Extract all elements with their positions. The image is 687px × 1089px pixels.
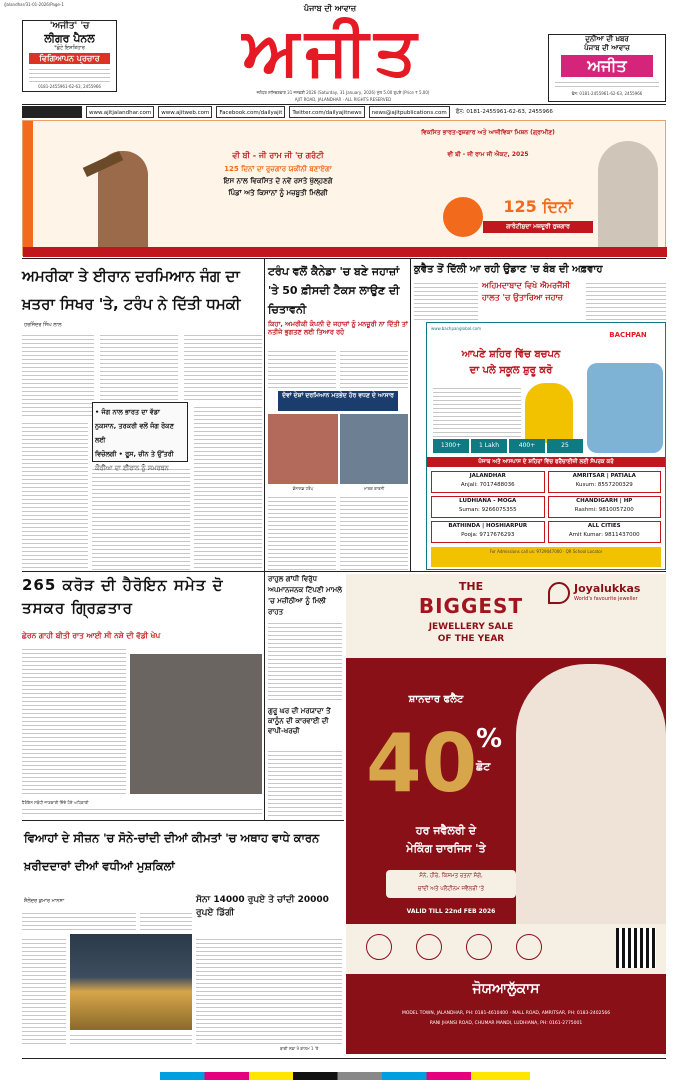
- right-ear-brand: ਅਜੀਤ: [561, 55, 653, 77]
- lead-story-col1-top: [22, 332, 94, 418]
- bachpan-feature-list: [433, 385, 521, 437]
- rahul-story-headline: ਰਾਹੁਲ ਗਾਂਧੀ ਵਿਰੁੱਧ ਅਪਮਾਨਜਨਕ ਟਿੱਪਣੀ ਮਾਮਲੇ 'ਚ ਮਜ਼ੀਠੀਆ ਨੂੰ ਮਿਲੀ ਰਾਹਤ: [268, 575, 342, 616]
- city-contact: Rashmi: 9810057200: [574, 507, 634, 513]
- city-box-2[interactable]: [548, 471, 662, 493]
- ad-sale1: JEWELLERY SALE: [428, 622, 514, 632]
- lead-story-col1-bottom: [22, 420, 88, 570]
- bachpan-footer: For Admissions call us: 9729047000 · QR School Locator: [431, 547, 661, 567]
- gold-story-callout: ਸੋਨਾ 14000 ਰੁਪਏ ਤੇ ਚਾਂਦੀ 20000 ਰੁਪਏ ਡਿੱਗੀ: [196, 895, 329, 918]
- trump-story-col3: [268, 494, 336, 570]
- lead-story-col3-bottom: [194, 404, 262, 570]
- gold-story-col2-top: [140, 910, 192, 932]
- ad-off: ਛੋਟ: [476, 760, 491, 773]
- bachpan-stats: [433, 439, 583, 453]
- highlight-line1: • ਜੰਗ ਨਾਲ ਭਾਰਤ ਦਾ ਵੱਡਾ: [95, 408, 160, 416]
- heroin-caption: ਹੈਰੋਇਨ ਸਬੰਧੀ ਜਾਣਕਾਰੀ ਦਿੰਦੇ ਹੋਏ ਅਧਿਕਾਰੀ: [22, 800, 89, 805]
- heroin-story-headline: 265 ਕਰੋੜ ਦੀ ਹੈਰੋਇਨ ਸਮੇਤ ਦੋ ਤਸਕਰ ਗ੍ਰਿਫ਼ਤਾਰ: [22, 576, 224, 617]
- city-box-1[interactable]: [431, 471, 545, 493]
- right-ear-phone: ਫੋਨ: 0181-2455961-62-63, 2455966: [571, 91, 643, 96]
- rahul-story-body: [268, 620, 342, 702]
- trump-story-sub: ਕਿਹਾ, ਅਮਰੀਕੀ ਕੰਪਨੀ ਦੇ ਜਹਾਜ਼ਾਂ ਨੂੰ ਮਨਜ਼ੂਰੀ ਨਾ ਦਿੱਤੀ ਤਾਂ ਨਤੀਜੇ ਭੁਗਤਣ ਲਈ ਤਿਆਰ ਰਹੋ: [268, 320, 408, 336]
- ad-biggest: BIGGEST: [418, 594, 524, 618]
- left-ear-line1: 'ਅਜੀਤ' 'ਚ: [49, 21, 90, 31]
- lead-story-headline: ਅਮਰੀਕਾ ਤੇ ਈਰਾਨ ਦਰਮਿਆਨ ਜੰਗ ਦਾ ਖ਼ਤਰਾ ਸਿਖਰ 'ਤੇ, ਟਰੰਪ ਨੇ ਦਿੱਤੀ ਧਮਕੀ: [22, 267, 241, 313]
- trump-story-col1: [268, 348, 336, 388]
- city-contact: Amit Kumar: 9811437000: [568, 532, 640, 538]
- gurbani-story-body: [268, 748, 342, 816]
- city-name: LUDHIANA - MOGA: [459, 498, 517, 504]
- city-box-4[interactable]: [548, 496, 662, 518]
- left-ear-line4: ਵਿਗਿਆਪਨ ਪ੍ਰਚਾਰ: [29, 53, 110, 64]
- joyalukkas-ad[interactable]: [346, 574, 666, 1054]
- masthead-tagline: ਪੰਜਾਬ ਦੀ ਆਵਾਜ਼: [303, 4, 357, 13]
- badge-icon-3: [466, 934, 492, 960]
- trump-story-col2: [340, 348, 408, 388]
- gurbani-story-headline: ਗੁਰੂ ਘਰ ਦੀ ਮਰਯਾਦਾ ਤੋਂ ਕਾਨੂੰਨ ਦੀ ਕਾਰਵਾਈ ਦੀ ਵਾਪੀ-ਖਰਚੀ: [268, 707, 331, 735]
- model-photo: [516, 664, 666, 964]
- website-link-2[interactable]: www.ajitweb.com: [158, 106, 212, 118]
- print-color-bar: [160, 1072, 530, 1080]
- masthead-info-line: AJIT ROAD, JALANDHAR · ALL RIGHTS RESERVED: [294, 97, 392, 102]
- banner-headline: ਵੀ ਬੀ - ਜੀ ਰਾਮ ਜੀ 'ਚ ਗਰੰਟੀ: [232, 151, 324, 160]
- trump-caption: ਡੋਨਾਲਡ ਟਰੰਪ: [292, 486, 314, 491]
- ad-brand: Joyalukkas: [574, 582, 641, 595]
- city-name: JALANDHAR: [469, 473, 506, 479]
- bachpan-url[interactable]: www.bachpanglobal.com: [431, 326, 481, 331]
- edition-block: [22, 106, 82, 118]
- left-ear-phone: 0181-2455961-62-63, 2455966: [38, 84, 101, 89]
- ad-making2: ਮੇਕਿੰਗ ਚਾਰਜਿਸ 'ਤੇ: [406, 842, 486, 855]
- contact-bar: [22, 106, 666, 118]
- highlight-line3: ਵਿਚੋਲਗੀ • ਰੂਸ, ਚੀਨ ਤੇ ਉੱਤਰੀ: [95, 450, 174, 458]
- ad-percent: 40: [366, 717, 478, 810]
- lead-story-byline: ਹਰਜਿੰਦਰ ਸਿੰਘ ਲਾਲ: [24, 322, 62, 328]
- city-name: AMRITSAR | PATIALA: [572, 473, 636, 479]
- gold-bars-photo: [70, 934, 192, 1030]
- ad-making1: ਹਰ ਜਵੈਲਰੀ ਦੇ: [415, 824, 477, 837]
- heroin-photo: [130, 654, 262, 794]
- gold-story-headline: ਵਿਆਹਾਂ ਦੇ ਸੀਜ਼ਨ 'ਚ ਸੋਨੇ-ਚਾਂਦੀ ਦੀਆਂ ਕੀਮਤਾਂ 'ਚ ਅਥਾਹ ਵਾਧੇ ਕਾਰਨ ਖ਼ਰੀਦਦਾਰਾਂ ਦੀਆਂ ਵਧੀਆਂ ਮੁਸ਼ਕਿਲਾਂ: [24, 831, 320, 873]
- ad-flat: ਸ਼ਾਨਦਾਰ ਫਲੈਟ: [408, 694, 464, 705]
- heroin-story-sub: ਛੇਰਨ ਗਾਹੀ ਬੀਤੀ ਰਾਤ ਆਈ ਸੀ ਨਸ਼ੇ ਦੀ ਵੱਡੀ ਖੇਪ: [22, 631, 161, 640]
- kuwait-story-col1: [414, 280, 478, 320]
- gold-story-continued: ਬਾਕੀ ਸਫ਼ਾ 9 ਕਾਲਮ 1 'ਤੇ: [280, 1046, 319, 1051]
- trump-photo: [268, 414, 338, 484]
- lead-story-highlight-box: [92, 402, 188, 462]
- gold-story-col3: [196, 936, 342, 1044]
- stat-1: 1300+: [433, 439, 469, 453]
- trump-story-col4: [340, 494, 408, 570]
- ad-metals-box: [386, 870, 516, 898]
- badge-icon-1: [366, 934, 392, 960]
- lead-story-col2-top: [100, 332, 178, 402]
- ad-sale2: OF THE YEAR: [437, 634, 505, 644]
- bachpan-line1: ਆਪਣੇ ਸ਼ਹਿਰ ਵਿੱਚ ਬਚਪਨ: [461, 349, 561, 360]
- trump-story-box-title: ਦੋਵਾਂ ਦੇਸ਼ਾਂ ਦਰਮਿਆਨ ਮਤਭੇਦ ਹੋਰ ਵਧਣ ਦੇ ਆਸਾਰ: [278, 391, 398, 411]
- bachpan-line2: ਦਾ ਪਲੇ ਸਕੂਲ ਸ਼ੁਰੂ ਕਰੋ: [469, 365, 553, 376]
- facebook-link[interactable]: Facebook.com/dailyajit: [216, 106, 285, 118]
- kuwait-story-col3: [586, 280, 666, 320]
- banner-left-strip: [23, 121, 33, 257]
- lead-story-col3-top: [184, 332, 262, 402]
- ad-valid: VALID TILL 22nd FEB 2026: [406, 908, 496, 915]
- banner-top-right: ਵਿਕਸਿਤ ਭਾਰਤ-ਰੁਜ਼ਗਾਰ ਅਤੇ ਆਜੀਵਿਕਾ ਮਿਸ਼ਨ (ਗ੍ਰਾਮੀਣ): [421, 129, 555, 136]
- gold-story-lead-text: [22, 910, 136, 932]
- city-contact: Suman: 9266075355: [458, 507, 517, 513]
- megaphone-icon: [443, 197, 483, 237]
- gold-story-byline: ਸ਼ੈਲੇਂਦਰ ਕੁਮਾਰ ਮਾਨਸਾ: [24, 898, 65, 904]
- left-ear-text-lines: [29, 66, 110, 82]
- city-name: CHANDIGARH | HP: [576, 498, 633, 504]
- city-box-5[interactable]: [431, 521, 545, 543]
- qr-code-icon[interactable]: [616, 928, 656, 968]
- ad-metals1: ਸੋਨੇ, ਹੀਰੇ, ਕਿਸਮਤ ਰਤਨਾਂ ਸੰਗੇ,: [419, 873, 483, 879]
- ad-badges-strip: [346, 924, 666, 974]
- ad-addr2: RANI JHANSI ROAD, CHUMAR MANDI, LUDHIANA, PH: 0161-2775001: [429, 1021, 583, 1026]
- banner-top-right2: ਵੀ ਬੀ - ਜੀ ਰਾਮ ਜੀ ਐਕਟ, 2025: [447, 151, 529, 158]
- lead-story-col2-bottom: [92, 466, 190, 570]
- gold-story-col2-bottom: [70, 1032, 192, 1046]
- badge-icon-2: [416, 934, 442, 960]
- masthead-dateline: ਜਲੰਧਰ ਸ਼ਨਿਚਰਵਾਰ 31 ਜਨਵਰੀ 2026 (Saturday, 31 January, 2026) ਮੁੱਲ 5.00 ਰੁਪਏ (Price ₹ 5.00): [256, 90, 430, 95]
- banner-line3: ਇਸ ਨਾਲ ਵਿਕਸਿਤ ਦੇ ਨਵੇਂ ਰਸਤੇ ਖੁੱਲ੍ਹਣਗੇ: [223, 177, 333, 185]
- page-meta-line: /Jalandhar/31-01-2026/Page-1: [4, 2, 64, 7]
- highlight-line2: ਨੁਕਸਾਨ, ਤਰਕਰੀ ਵਲੋਂ ਜੰਗ ਰੋਕਣ ਲਈ: [95, 422, 174, 444]
- ad-metals2: ਚਾਂਦੀ ਅਤੇ ਪਲੈਟੀਨਮ ਜਵੈਲਰੀ 'ਤੇ: [417, 886, 485, 892]
- banner-line4: ਪਿੰਡਾਂ ਅਤੇ ਕਿਸਾਨਾਂ ਨੂੰ ਮਜ਼ਬੂਤੀ ਮਿਲੇਗੀ: [228, 189, 328, 197]
- stat-4: 25: [547, 439, 583, 453]
- ad-the: THE: [458, 580, 484, 593]
- left-ear-line3: *ਛੋਟੇ ਇਸ਼ਤਿਹਾਰ: [54, 45, 85, 51]
- ad-tagline: World's favourite jeweller: [574, 596, 638, 602]
- gold-story-col1: [22, 936, 66, 1046]
- city-contact: Anjali: 7017488036: [460, 482, 515, 488]
- ad-brand-punjabi: ਜੋਯਆਲੁੱਕਾਸ: [472, 981, 540, 997]
- kuwait-story-headline: ਕੁਵੈਤ ਤੋਂ ਦਿੱਲੀ ਆ ਰਹੀ ਉਡਾਣ 'ਚ ਬੰਬ ਦੀ ਅਫ਼ਵਾਹ: [414, 264, 603, 275]
- city-box-3[interactable]: [431, 496, 545, 518]
- bachpan-bar: ਪੰਜਾਬ ਅਤੇ ਆਸਪਾਸ ਦੇ ਸ਼ਹਿਰਾਂ ਵਿੱਚ ਫਰੈਂਚਾਈਜ਼ੀ ਲਈ ਸੰਪਰਕ ਕਰੋ: [427, 457, 665, 467]
- city-box-6[interactable]: [548, 521, 662, 543]
- ad-pct-sign: %: [476, 724, 503, 754]
- left-ear-box: [22, 20, 117, 92]
- banner-line2: 125 ਦਿਨਾਂ ਦਾ ਰੁਜ਼ਗਾਰ ਯਕੀਨੀ ਬਣਾਏਗਾ: [224, 165, 332, 173]
- banner-bottom-strip: [23, 247, 667, 257]
- city-contact: Pooja: 9717676293: [461, 532, 515, 538]
- right-ear-box: [548, 34, 666, 102]
- banner-ad[interactable]: [22, 120, 666, 256]
- bachpan-brand: BACHPAN: [609, 331, 647, 339]
- carney-photo: [340, 414, 408, 484]
- trump-story-headline: ਟਰੰਪ ਵਲੋਂ ਕੈਨੇਡਾ 'ਚ ਬਣੇ ਜਹਾਜ਼ਾਂ 'ਤੇ 50 ਫ਼ੀਸਦੀ ਟੈਕਸ ਲਾਉਣ ਦੀ ਚਿਤਾਵਨੀ: [268, 265, 400, 316]
- carney-caption: ਮਾਰਕ ਕਾਰਨੀ: [363, 486, 385, 491]
- badge-icon-4: [516, 934, 542, 960]
- banner-days-sub: ਗਾਰੰਟੀਸ਼ੁਦਾ ਮਜ਼ਦੂਰੀ ਰੁਜ਼ਗਾਰ: [483, 221, 593, 233]
- kuwait-story-sub: ਅਹਿਮਦਾਬਾਦ ਵਿਖੇ ਐਮਰਜੈਂਸੀ ਹਾਲਤ 'ਚ ਉਤਾਰਿਆ ਜਹਾਜ਼: [482, 281, 571, 302]
- left-ear-line2: ਲੀਗਰ ਪੈਨਲ: [44, 32, 95, 45]
- city-contact: Kusum: 8557200329: [575, 482, 633, 488]
- stat-2: 1 Lakh: [471, 439, 507, 453]
- twitter-link[interactable]: Twitter.com/dailyajitnews: [289, 106, 364, 118]
- heroin-story-continued: [22, 806, 262, 816]
- website-link-1[interactable]: www.ajitjalandhar.com: [86, 106, 154, 118]
- teacher-photo: [525, 383, 573, 443]
- bachpan-city-grid: [431, 471, 661, 543]
- masthead-title: ਅਜੀਤ: [242, 13, 423, 90]
- bachpan-ad[interactable]: [426, 322, 666, 570]
- children-photo: [587, 363, 663, 453]
- ad-addr1: MODEL TOWN, JALANDHAR, PH: 0181-4610400 · MALL ROAD, AMRITSAR, PH: 0183-2402566: [401, 1011, 611, 1016]
- stat-3: 400+: [509, 439, 545, 453]
- banner-days: 125 ਦਿਨਾਂ: [503, 197, 573, 216]
- city-name: BATHINDA | HOSHIARPUR: [448, 523, 528, 529]
- right-ear-line2: ਪੰਜਾਬ ਦੀ ਆਵਾਜ਼: [584, 44, 630, 52]
- right-ear-line1: ਦੁਨੀਆ ਦੀ ਖ਼ਬਰ: [585, 35, 629, 43]
- portrait-photo: [598, 141, 658, 255]
- contact-phone: ਫੋਨ: 0181-2455961-62-63, 2455966: [455, 109, 553, 115]
- city-name: ALL CITIES: [587, 523, 621, 529]
- right-ear-text-lines: [555, 79, 659, 89]
- heroin-story-col1: [22, 646, 126, 796]
- email-link[interactable]: news@ajitpublications.com: [369, 106, 450, 118]
- joyalukkas-logo-icon: [548, 582, 570, 604]
